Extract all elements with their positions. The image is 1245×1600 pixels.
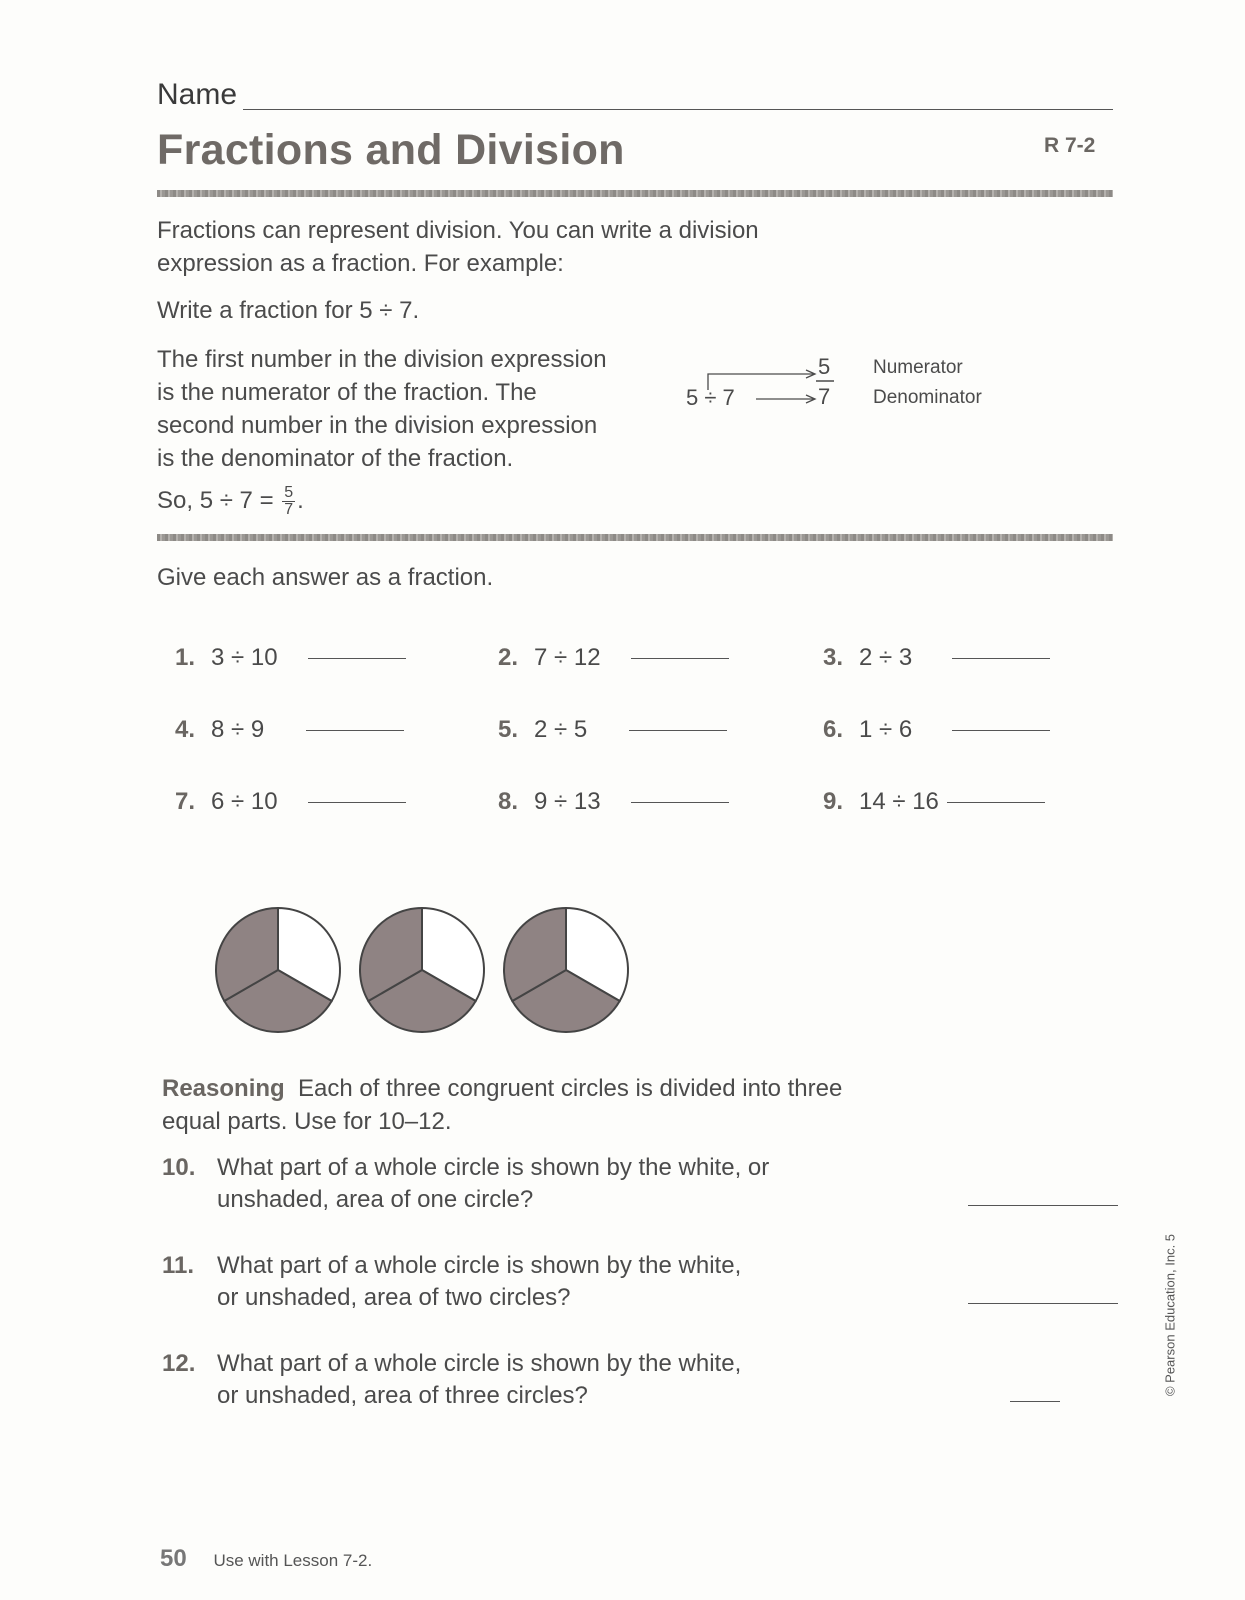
problem-number: 1. — [175, 644, 196, 671]
problem-expression: 7 ÷ 12 — [534, 644, 601, 671]
question-text — [217, 1348, 857, 1412]
answer-blank[interactable] — [629, 729, 727, 731]
problem-7 — [175, 786, 406, 818]
problem-expression: 14 ÷ 16 — [859, 788, 939, 815]
problem-9 — [823, 786, 1045, 818]
problem-expression: 6 ÷ 10 — [211, 788, 278, 815]
problem-expression: 9 ÷ 13 — [534, 788, 601, 815]
explanation-paragraph — [157, 343, 607, 475]
fraction-denominator: 7 — [284, 501, 294, 519]
page-title: Fractions and Division — [157, 126, 625, 174]
explanation-line: The first number in the division expression — [157, 346, 607, 373]
middle-divider — [157, 534, 1113, 541]
reasoning-line-1: Each of three congruent circles is divided into three — [298, 1075, 843, 1102]
problem-number: 8. — [498, 788, 519, 815]
copyright-notice: © Pearson Education, Inc. 5 — [1162, 1233, 1178, 1397]
fraction-numerator: 5 — [284, 484, 294, 502]
answer-blank[interactable] — [308, 657, 406, 659]
question-text — [217, 1152, 857, 1216]
problem-4 — [175, 714, 404, 746]
answer-line-10[interactable] — [968, 1205, 1118, 1206]
problem-expression: 1 ÷ 6 — [859, 716, 913, 743]
problem-number: 4. — [175, 716, 196, 743]
problem-expression: 2 ÷ 5 — [534, 716, 588, 743]
fraction-circle — [216, 908, 340, 1032]
lesson-reference: Use with Lesson 7-2. — [213, 1551, 373, 1570]
answer-line-11[interactable] — [968, 1303, 1118, 1304]
reasoning-label: Reasoning — [162, 1075, 285, 1102]
question-line: What part of a whole circle is shown by the white, — [217, 1350, 742, 1377]
intro-line-2: expression as a fraction. For example: — [157, 250, 564, 277]
question-12 — [162, 1348, 1162, 1414]
denominator-label: Denominator — [873, 387, 982, 408]
problem-number: 3. — [823, 644, 844, 671]
question-number: 10. — [162, 1154, 196, 1181]
problem-6 — [823, 714, 1050, 746]
explanation-line: is the numerator of the fraction. The — [157, 379, 537, 406]
answer-blank[interactable] — [947, 801, 1045, 803]
answer-line-12[interactable] — [1010, 1401, 1060, 1402]
answer-blank[interactable] — [952, 657, 1050, 659]
intro-line-1: Fractions can represent division. You can write a division — [157, 217, 759, 244]
problem-number: 6. — [823, 716, 844, 743]
name-label: Name — [157, 78, 238, 111]
question-number: 12. — [162, 1350, 196, 1377]
fraction-circle — [360, 908, 484, 1032]
problem-2 — [498, 642, 729, 674]
question-line: What part of a whole circle is shown by the white, or — [217, 1154, 770, 1181]
explanation-line: is the denominator of the fraction. — [157, 445, 514, 472]
division-fraction-diagram — [686, 354, 1020, 430]
three-circles-figure — [200, 900, 660, 1040]
conclusion — [157, 484, 304, 518]
explanation-line: second number in the division expression — [157, 412, 598, 439]
problem-number: 7. — [175, 788, 196, 815]
conclusion-prefix: So, 5 ÷ 7 = — [157, 487, 274, 514]
name-field[interactable] — [243, 109, 1113, 110]
example-text: Write a fraction for 5 ÷ 7. — [157, 297, 420, 324]
diagram-expression: 5 ÷ 7 — [686, 385, 735, 410]
reasoning-intro — [162, 1072, 922, 1138]
fraction-circle — [504, 908, 628, 1032]
practice-instruction: Give each answer as a fraction. — [157, 564, 494, 591]
reasoning-line-2: equal parts. Use for 10–12. — [162, 1108, 452, 1135]
problem-8 — [498, 786, 729, 818]
question-line: unshaded, area of one circle? — [217, 1186, 534, 1213]
question-text — [217, 1250, 857, 1314]
diagram-denominator: 7 — [818, 384, 831, 409]
footer — [160, 1545, 372, 1573]
problem-5 — [498, 714, 727, 746]
worksheet-code: R 7-2 — [1044, 134, 1096, 157]
intro-paragraph — [157, 214, 759, 280]
conclusion-fraction — [282, 485, 295, 518]
problem-number: 5. — [498, 716, 519, 743]
answer-blank[interactable] — [631, 657, 729, 659]
numerator-label: Numerator — [873, 357, 963, 378]
page-number: 50 — [160, 1545, 187, 1572]
problem-expression: 3 ÷ 10 — [211, 644, 278, 671]
problem-expression: 2 ÷ 3 — [859, 644, 913, 671]
answer-blank[interactable] — [308, 801, 406, 803]
question-line: What part of a whole circle is shown by the white, — [217, 1252, 742, 1279]
question-10 — [162, 1152, 1162, 1218]
answer-blank[interactable] — [306, 729, 404, 731]
problem-number: 9. — [823, 788, 844, 815]
question-11 — [162, 1250, 1162, 1316]
conclusion-suffix: . — [297, 487, 304, 514]
question-number: 11. — [162, 1252, 195, 1279]
top-divider — [157, 190, 1113, 197]
answer-blank[interactable] — [631, 801, 729, 803]
question-line: or unshaded, area of three circles? — [217, 1382, 588, 1409]
answer-blank[interactable] — [952, 729, 1050, 731]
question-line: or unshaded, area of two circles? — [217, 1284, 571, 1311]
problem-3 — [823, 642, 1050, 674]
problem-1 — [175, 642, 406, 674]
diagram-numerator: 5 — [818, 354, 831, 379]
problem-number: 2. — [498, 644, 519, 671]
problem-expression: 8 ÷ 9 — [211, 716, 265, 743]
